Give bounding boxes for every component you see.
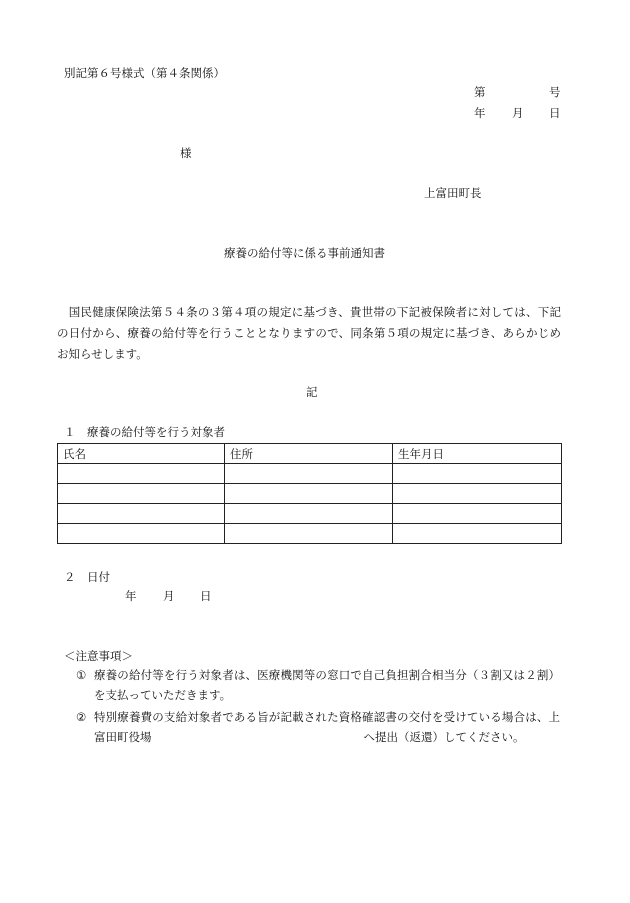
column-header-name: 氏名 (58, 444, 225, 464)
section2-heading: ２ 日付 (64, 570, 110, 584)
table-row (58, 464, 562, 484)
table-row (58, 484, 562, 504)
ki-marker: 記 (306, 385, 318, 399)
document-title: 療養の給付等に係る事前通知書 (224, 246, 385, 260)
table-row (58, 504, 562, 524)
cell-address (225, 464, 393, 484)
issue-date-year: 年 (474, 106, 486, 120)
cell-birthdate (393, 524, 562, 544)
cell-birthdate (393, 504, 562, 524)
note-text: 療養の給付等を行う対象者は、医療機関等の窓口で自己負担割合相当分（３割又は２割）を支払っていただきます。 (94, 668, 560, 702)
note-text-part-b: へ提出（返還）してください。 (363, 730, 525, 744)
cell-birthdate (393, 464, 562, 484)
cell-name (58, 464, 225, 484)
note-item-2 (76, 707, 560, 769)
issue-date-month: 月 (512, 106, 524, 120)
target-persons-table (57, 443, 562, 544)
note-number: ① (76, 668, 87, 682)
section1-heading: １ 療養の給付等を行う対象者 (64, 425, 225, 439)
note-text-part-a: 特別療養費の支給対象者である旨が記載された資格確認書の交付を受けている場合は、上富田町役場 (94, 710, 560, 744)
start-date-month: 月 (163, 589, 175, 603)
start-date-day: 日 (200, 589, 212, 603)
cell-address (225, 484, 393, 504)
note-item-1 (76, 665, 560, 707)
table-row (58, 524, 562, 544)
cell-name (58, 504, 225, 524)
note-text-2 (94, 707, 560, 747)
cell-name (58, 524, 225, 544)
number-suffix: 号 (549, 85, 561, 99)
note-number: ② (76, 710, 87, 724)
number-prefix: 第 (474, 85, 486, 99)
addressee-suffix: 様 (180, 146, 192, 160)
cell-address (225, 524, 393, 544)
notice-body: 国民健康保険法第５４条の３第４項の規定に基づき、貴世帯の下記被保険者に対しては、下記の日付から、療養の給付等を行うこととなりますので、同条第５項の規定に基づき、あらかじめお知らせします。 (57, 305, 561, 361)
start-date-year: 年 (125, 589, 137, 603)
column-header-address: 住所 (225, 444, 393, 464)
issuer-name: 上富田町長 (424, 186, 482, 200)
form-label: 別記第６号様式（第４条関係） (64, 66, 225, 80)
cell-name (58, 484, 225, 504)
table-header-row (58, 444, 562, 464)
column-header-birthdate: 生年月日 (393, 444, 562, 464)
cell-address (225, 504, 393, 524)
cell-birthdate (393, 484, 562, 504)
issue-date-day: 日 (549, 106, 561, 120)
notes-heading: ＜注意事項＞ (64, 649, 133, 663)
